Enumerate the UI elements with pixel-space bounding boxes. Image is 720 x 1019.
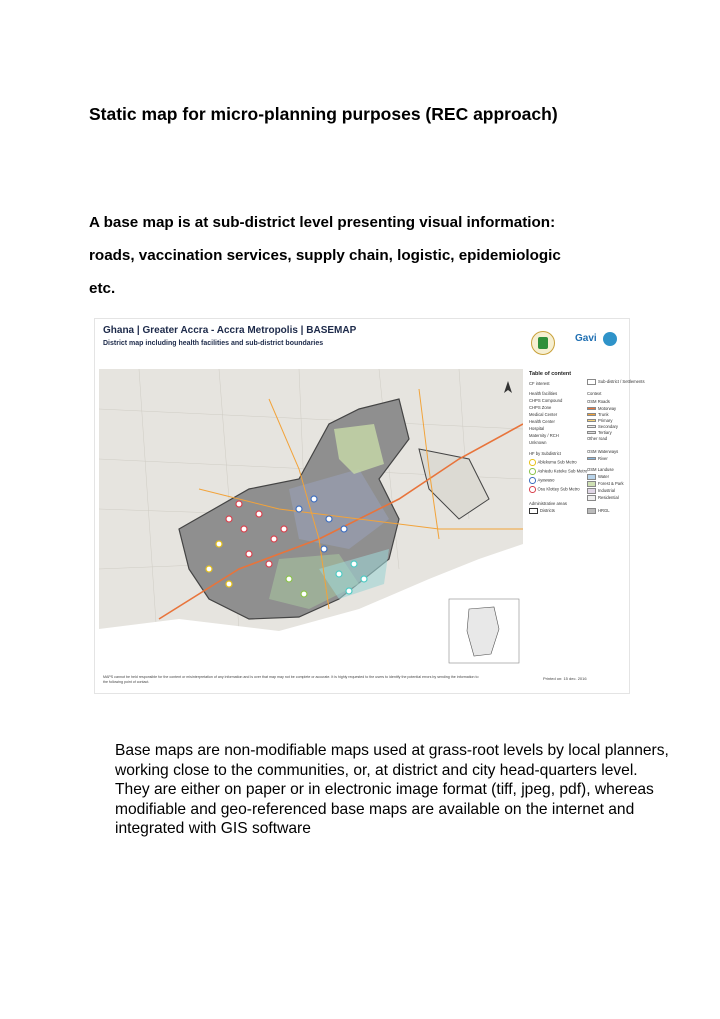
swatch-icon bbox=[587, 495, 596, 501]
figure-printed-date: Printed on: 15 dec. 2016 bbox=[543, 676, 587, 681]
legend-item: Districts bbox=[529, 508, 555, 514]
legend-item: OSM Landuse bbox=[587, 467, 614, 472]
circle-icon bbox=[529, 459, 536, 466]
legend-item: Other road bbox=[587, 436, 608, 441]
legend-item: Trunk bbox=[587, 412, 609, 417]
body-paragraph: Base maps are non-modifiable maps used at grass-root levels by local planners, working close to the communities, or, at district and city head-quarters level. bbox=[115, 742, 669, 779]
intro-paragraph bbox=[89, 206, 649, 305]
legend-item: Context bbox=[587, 391, 602, 396]
river-line-icon bbox=[587, 457, 596, 460]
map-legend bbox=[525, 369, 645, 669]
legend-item: Forest & Park bbox=[587, 481, 624, 487]
legend-item: Ablekuma Sub Metro bbox=[529, 459, 577, 466]
legend-item: OSM Roads bbox=[587, 399, 610, 404]
legend-item: Hospital bbox=[529, 426, 545, 431]
map-drawing bbox=[99, 369, 523, 668]
road-line-icon bbox=[587, 419, 596, 422]
figure-title: Ghana | Greater Accra - Accra Metropolis | BASEMAP bbox=[103, 325, 357, 336]
legend-item: CHPS Compound bbox=[529, 398, 563, 403]
road-line-icon bbox=[587, 413, 596, 416]
legend-item: CF interest bbox=[529, 381, 550, 386]
swatch-icon bbox=[587, 379, 596, 385]
legend-item: HRGL bbox=[587, 508, 610, 514]
legend-item: Ayawaso bbox=[529, 477, 554, 484]
legend-item: OSM Waterways bbox=[587, 449, 619, 454]
figure-subtitle: District map including health facilities and sub-district boundaries bbox=[103, 340, 324, 347]
legend-item: Motorway bbox=[587, 406, 616, 411]
basemap-figure bbox=[94, 318, 645, 694]
road-line-icon bbox=[587, 431, 596, 434]
gavi-logo: Gavi bbox=[575, 333, 597, 344]
road-line-icon bbox=[587, 425, 596, 428]
legend-title: Table of content bbox=[529, 371, 572, 377]
map-image bbox=[99, 369, 523, 668]
road-line-icon bbox=[587, 407, 596, 410]
legend-item: River bbox=[587, 456, 608, 461]
intro-line: roads, vaccination services, supply chain, logistic, epidemiologic bbox=[89, 247, 561, 264]
swatch-icon bbox=[587, 481, 596, 487]
legend-item: Tertiary bbox=[587, 430, 612, 435]
legend-item: Unknown bbox=[529, 440, 547, 445]
circle-icon bbox=[529, 477, 536, 484]
circle-icon bbox=[529, 468, 536, 475]
legend-item: Health facilities bbox=[529, 391, 558, 396]
district-swatch-icon bbox=[529, 508, 538, 514]
legend-item: Maternity / RCH bbox=[529, 433, 559, 438]
legend-item: Ashiedu Keteke Sub Metro bbox=[529, 468, 587, 475]
legend-item: Osu Klottey Sub Metro bbox=[529, 486, 580, 493]
ghana-health-seal-logo bbox=[531, 331, 555, 355]
gavi-logo-mark-icon bbox=[603, 332, 617, 346]
figure-footer-note: MAPS cannot be held responsible for the content or misinterpretation of any information and is over that map may not be complete or accurate. It is highly requested to the users to identify the potential errors by sending the information to the following point of contact. bbox=[103, 675, 479, 684]
swatch-icon bbox=[587, 474, 596, 480]
legend-item: Medical Center bbox=[529, 412, 558, 417]
swatch-icon bbox=[587, 488, 596, 494]
legend-item: Health Center bbox=[529, 419, 555, 424]
legend-item: Secondary bbox=[587, 424, 618, 429]
body-paragraph: They are either on paper or in electronic image format (tiff, jpeg, pdf), whereas modifiable and geo-referenced base maps are available on the internet and integrated with GIS software bbox=[115, 781, 654, 838]
intro-line: etc. bbox=[89, 280, 116, 297]
legend-item: Industrial bbox=[587, 488, 615, 494]
legend-item: Sub-district / Settlements bbox=[587, 379, 645, 385]
legend-item: CHPS Zone bbox=[529, 405, 552, 410]
body-text bbox=[115, 741, 695, 839]
swatch-icon bbox=[587, 508, 596, 514]
legend-item: HF by Subdistrict bbox=[529, 451, 561, 456]
intro-line: A base map is at sub-district level presenting visual information: bbox=[89, 214, 556, 231]
page-title: Static map for micro-planning purposes (REC approach) bbox=[89, 104, 558, 124]
legend-item: Primary bbox=[587, 418, 612, 423]
legend-item: Administrative areas bbox=[529, 501, 567, 506]
circle-icon bbox=[529, 486, 536, 493]
legend-item: Residential bbox=[587, 495, 619, 501]
legend-item: Water bbox=[587, 474, 609, 480]
